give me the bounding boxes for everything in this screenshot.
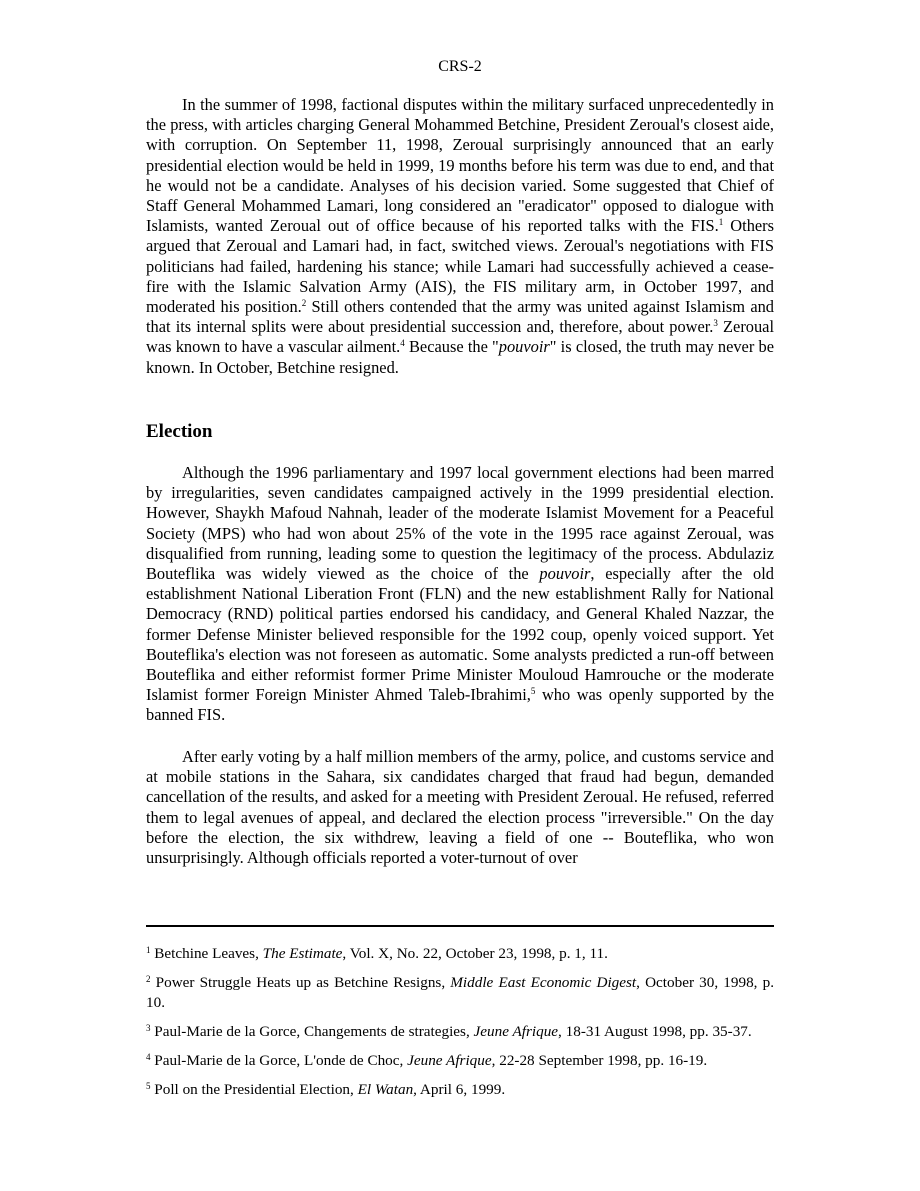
para1-text-3: Still others contended that the army was united against Islamism and that its internal splits were about presidential succession and, therefore, about power. — [146, 297, 774, 337]
footnote-source-title: Jeune Afrique — [473, 1022, 559, 1040]
footnote-5 — [146, 1080, 774, 1100]
footnote-4 — [146, 1051, 774, 1071]
footnote-number: 1 — [146, 945, 151, 955]
para2-text-1: Although the 1996 parliamentary and 1997 local government elections had been marred by irregularities, seven candidates campaigned actively in the 1999 presidential election. However, Shaykh Mafoud Nahnah, leader of the moderate Islamist Movement for a Peaceful Society (MPS) who had won about 25% of the vote in the 1995 race against Zeroual, was disqualified from running, leading some to question the legitimacy of the process. Abdulaziz Bouteflika was widely viewed as the choice of the — [146, 463, 774, 584]
footnote-text: Betchine Leaves, — [154, 945, 263, 962]
footnote-number: 2 — [146, 974, 151, 984]
footnote-text: , April 6, 1999. — [413, 1080, 506, 1098]
para3-text-1: After early voting by a half million members of the army, police, and customs service and at mobile stations in the Sahara, six candidates charged that fraud had begun, demanded cancellation of the results, and asked for a meeting with President Zeroual. He refused, referred them to legal avenues of appeal, and declared the election process "irreversible." On the day before the election, the six withdrew, leaving a field of one -- Bouteflika, who won unsurprisingly. Although officials reported a voter-turnout of over — [146, 747, 774, 868]
para1-text-4: Zeroual was known to have a vascular ailment. — [146, 317, 775, 357]
footnote-ref-4[interactable]: 4 — [400, 338, 405, 349]
footnote-ref-2[interactable]: 2 — [301, 298, 307, 309]
footnote-1 — [146, 944, 774, 964]
para1-text-1: In the summer of 1998, factional disputes within the military surfaced unprecedentedly in the press, with articles charging General Mohammed Betchine, President Zeroual's closest aide, with corruption. On September 11, 1998, Zeroual surprisingly announced that an early presidential election would be held in 1999, 19 months before his term was due to end, and that he would not be a candidate. Analyses of his decision varied. Some suggested that Chief of Staff General Mohammed Lamari, long considered an "eradicator" opposed to dialogue with Islamists, wanted Zeroual out of office because of his reported talks with the FIS. — [146, 95, 774, 236]
footnote-ref-3[interactable]: 3 — [713, 318, 718, 329]
footnote-number: 3 — [146, 1022, 151, 1033]
paragraph-factional-disputes — [146, 95, 774, 378]
footnote-source-title: Middle East Economic Digest — [450, 974, 637, 991]
footnote-text: Paul-Marie de la Gorce, Changements de strategies, — [154, 1022, 474, 1040]
paragraph-election-candidates — [146, 463, 774, 726]
section-heading-election: Election — [146, 421, 213, 442]
paragraph-early-voting — [146, 747, 774, 868]
footnote-text: , October 30, 1998, p. 10. — [146, 974, 774, 1011]
footnote-text: , Vol. X, No. 22, October 23, 1998, p. 1, 11. — [342, 945, 608, 962]
para2-text-2: , especially after the old establishment National Liberation Front (FLN) and the new establishment Rally for National Democracy (RND) political parties endorsed his candidacy, and General Khaled Nazzar, the former Defense Minister believed responsible for the 1992 coup, openly voiced support. Yet Bouteflika's election was not foreseen as automatic. Some analysts predicted a run-off between Bouteflika and either reformist former Prime Minister Mouloud Hamrouche or the moderate Islamist former Foreign Minister Ahmed Taleb-Ibrahimi, — [146, 564, 775, 705]
pouvoir-italic: pouvoir — [539, 564, 591, 584]
footnote-number: 4 — [146, 1051, 151, 1062]
footnote-text: Paul-Marie de la Gorce, L'onde de Choc, — [154, 1051, 408, 1069]
footnote-ref-5[interactable]: 5 — [530, 686, 536, 697]
footnote-text: Power Struggle Heats up as Betchine Resigns, — [155, 974, 451, 991]
footnote-source-title: El Watan — [357, 1080, 414, 1098]
page-header-crs-2: CRS-2 — [438, 58, 482, 75]
pouvoir-italic: pouvoir — [498, 337, 550, 357]
footnote-source-title: Jeune Afrique — [407, 1051, 492, 1069]
para1-text-2: Others argued that Zeroual and Lamari had, in fact, switched views. Zeroual's negotiations with FIS politicians had failed, hardening his stance; while Lamari had successfully achieved a cease-fire with the Islamic Salvation Army (AIS), the FIS military arm, in October 1997, and moderated his position. — [146, 216, 775, 317]
footnote-text: , 22-28 September 1998, pp. 16-19. — [491, 1051, 708, 1069]
footnote-number: 5 — [146, 1080, 151, 1091]
footnote-2 — [146, 973, 774, 1012]
footnote-text: Poll on the Presidential Election, — [154, 1080, 358, 1098]
footnote-separator-rule — [146, 925, 774, 927]
footnote-ref-1[interactable]: 1 — [718, 217, 724, 228]
footnote-source-title: The Estimate — [262, 945, 343, 962]
para1-text-6: " is closed, the truth may never be known. In October, Betchine resigned. — [146, 337, 774, 377]
para1-text-5: Because the " — [404, 337, 499, 357]
para2-text-3: who was openly supported by the banned FIS. — [146, 685, 774, 725]
footnotes-section — [146, 944, 774, 1109]
footnote-3 — [146, 1022, 774, 1042]
footnote-text: , 18-31 August 1998, pp. 35-37. — [558, 1022, 752, 1040]
